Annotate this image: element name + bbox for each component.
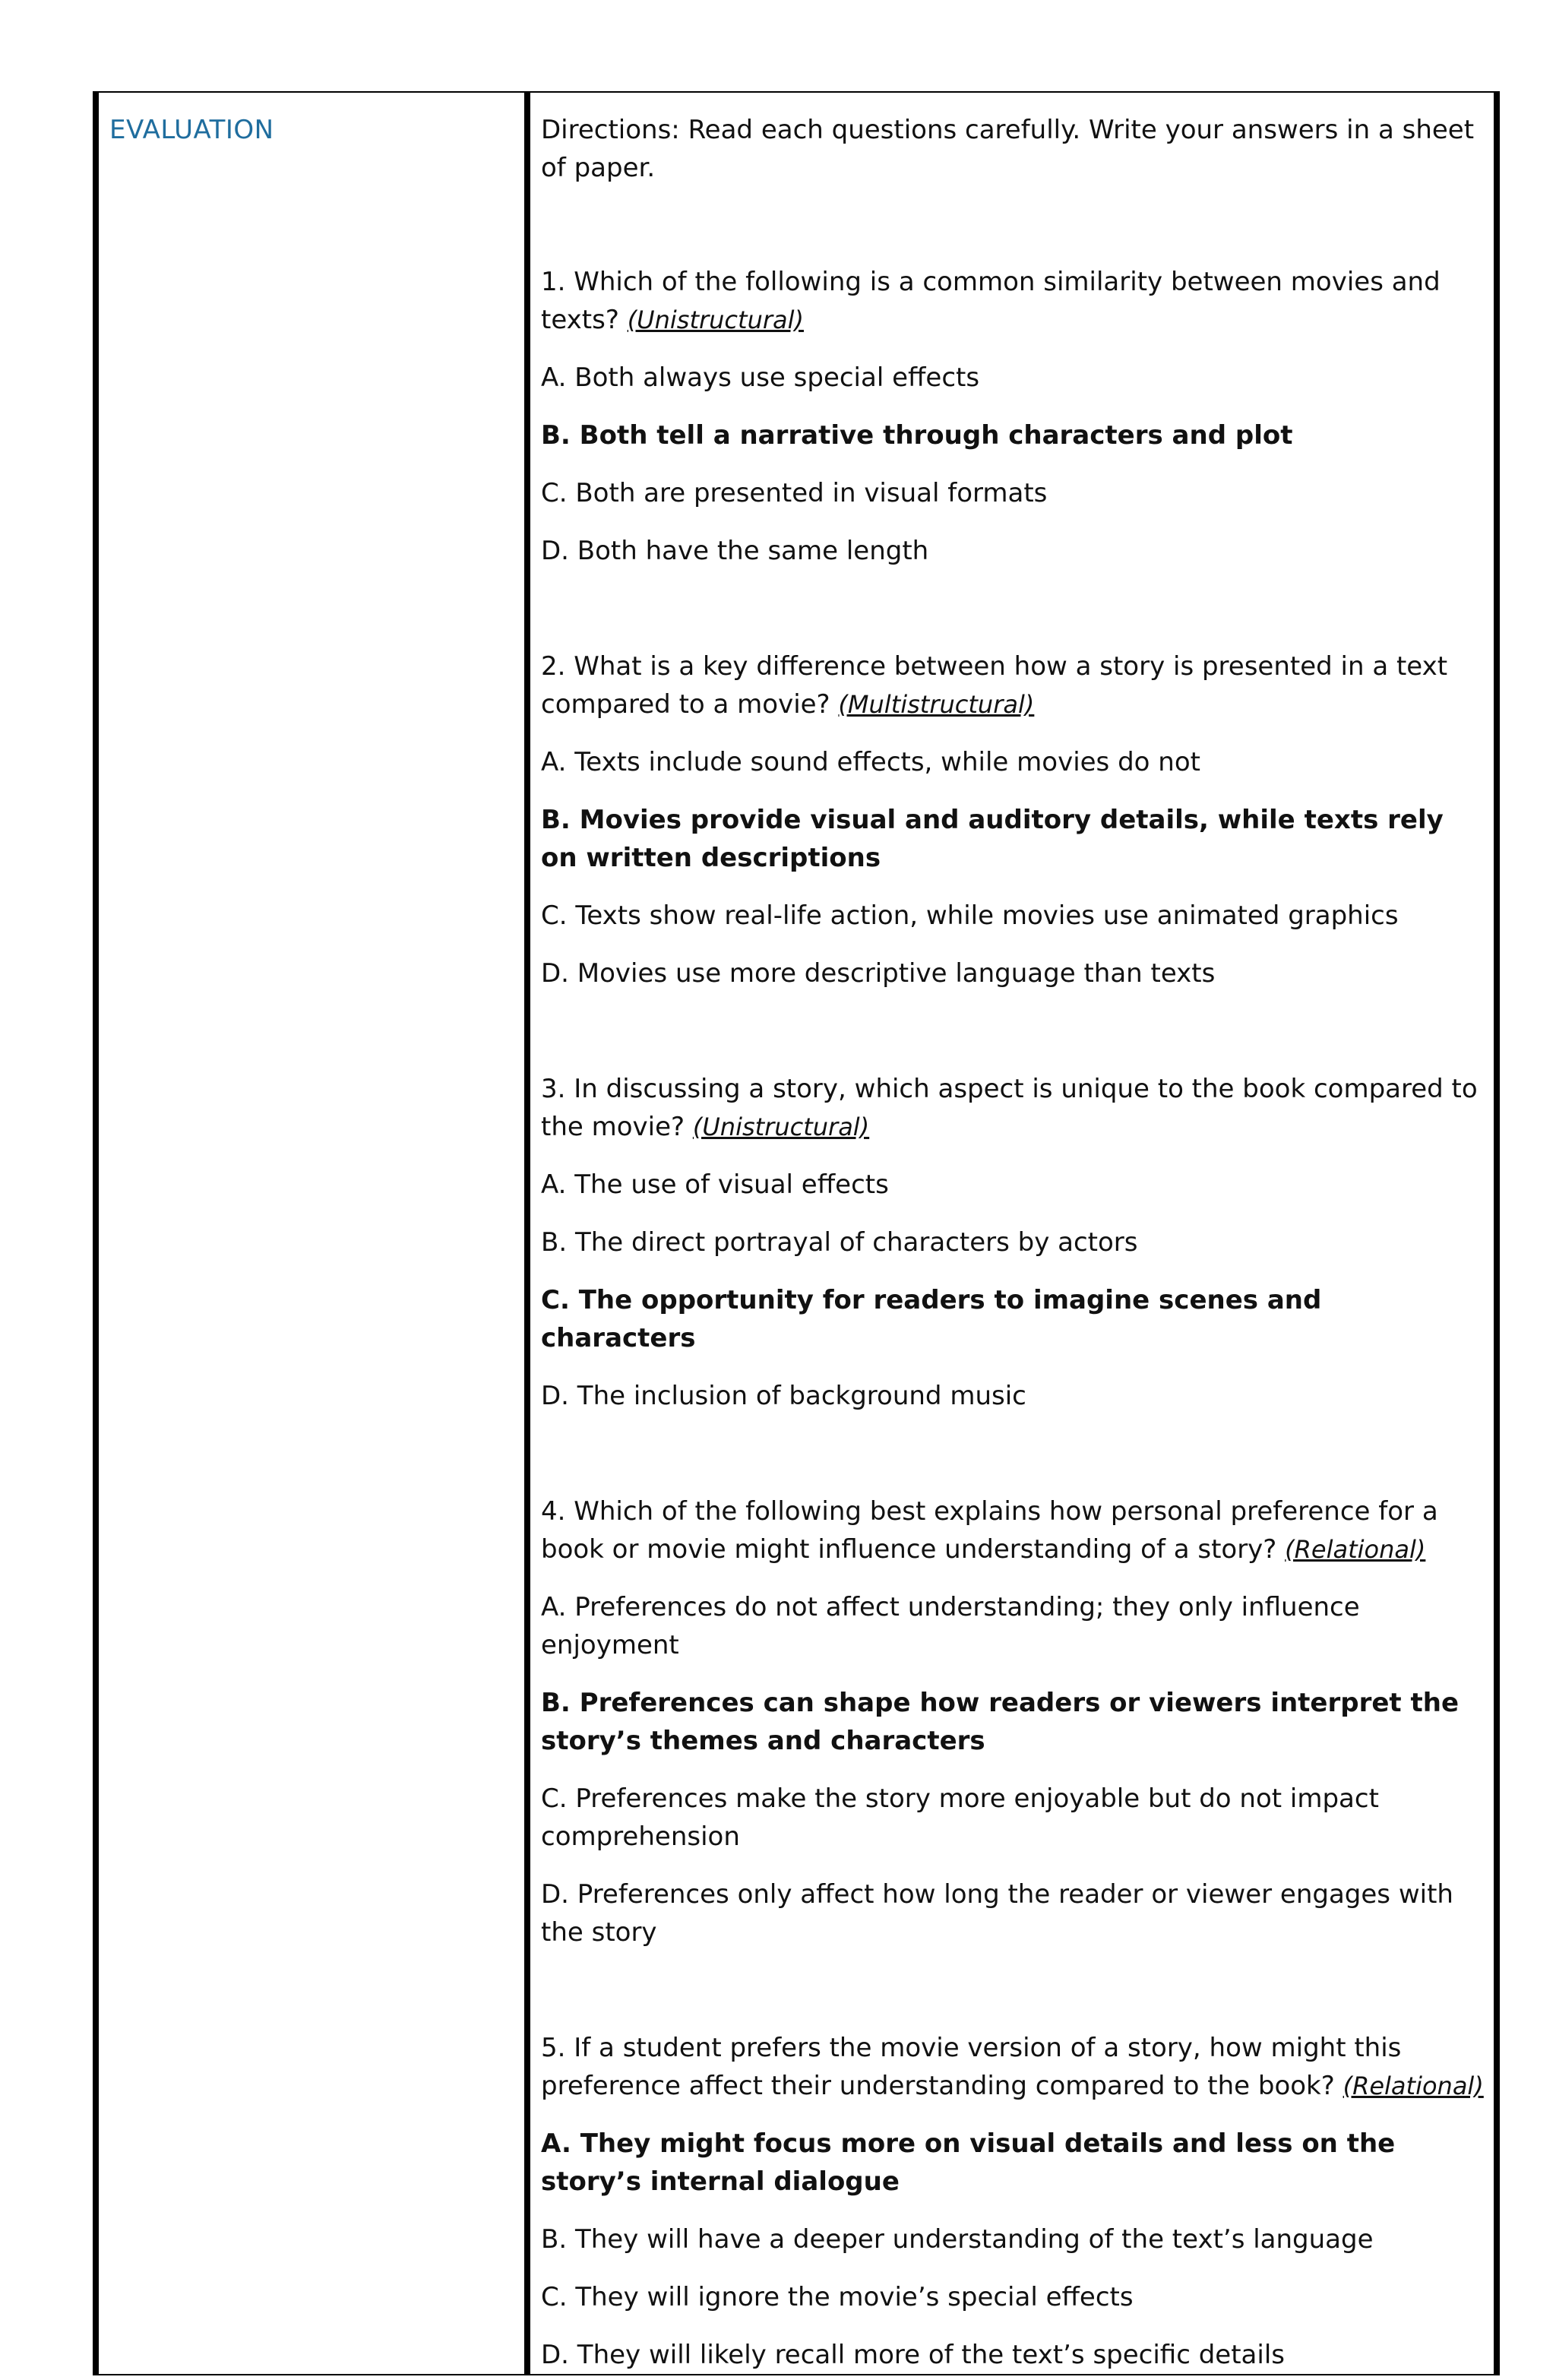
question-3 (541, 1070, 1494, 1415)
option-a-correct: A. They might focus more on visual details and less on the story’s internal dialogue (541, 2128, 1396, 2197)
question-level: (Multistructural) (838, 690, 1035, 719)
option-c: C. Preferences make the story more enjoyable but do not impact comprehension (541, 1783, 1379, 1852)
question-prompt: 2. What is a key difference between how a story is presented in a text compared to a movie? (541, 651, 1448, 720)
option-c: C. Both are presented in visual formats (541, 478, 1048, 508)
option-b-correct: B. Both tell a narrative through characters and plot (541, 420, 1293, 451)
directions-text: Directions: Read each questions carefully. Write your answers in a sheet of paper. (541, 115, 1475, 183)
question-1 (541, 263, 1494, 570)
question-text (541, 2029, 1494, 2105)
question-text (541, 1070, 1494, 1146)
option-a: A. Texts include sound effects, while movies do not (541, 747, 1200, 777)
option-c: C. They will ignore the movie’s special effects (541, 2282, 1134, 2312)
question-prompt: 3. In discussing a story, which aspect is unique to the book compared to the movie? (541, 1074, 1478, 1142)
option-d: D. Both have the same length (541, 536, 929, 566)
question-level: (Unistructural) (627, 305, 804, 334)
question-4 (541, 1492, 1494, 1951)
option-b-correct: B. Preferences can shape how readers or viewers interpret the story’s themes and characters (541, 1688, 1460, 1756)
option-b-correct: B. Movies provide visual and auditory details, while texts rely on written descriptions (541, 805, 1444, 873)
question-5 (541, 2029, 1494, 2374)
option-d: D. They will likely recall more of the text’s specific details (541, 2340, 1285, 2370)
question-prompt: 5. If a student prefers the movie version of a story, how might this preference affect their understanding compared to the book? (541, 2033, 1402, 2101)
option-d: D. Preferences only affect how long the reader or viewer engages with the story (541, 1879, 1453, 1948)
option-c: C. Texts show real-life action, while movies use animated graphics (541, 900, 1399, 931)
evaluation-row (96, 92, 1497, 2375)
question-text (541, 263, 1494, 339)
option-d: D. The inclusion of background music (541, 1381, 1026, 1411)
question-prompt: 4. Which of the following best explains how personal preference for a book or movie might influence understanding of a story? (541, 1496, 1438, 1565)
option-d: D. Movies use more descriptive language than texts (541, 958, 1216, 989)
option-a: A. Preferences do not affect understanding; they only influence enjoyment (541, 1592, 1360, 1660)
question-level: (Relational) (1285, 1535, 1426, 1564)
option-b: B. The direct portrayal of characters by actors (541, 1227, 1138, 1258)
section-label-cell (96, 92, 527, 2375)
question-text (541, 1492, 1494, 1568)
question-2 (541, 647, 1494, 992)
question-prompt: 1. Which of the following is a common similarity between movies and texts? (541, 267, 1441, 335)
question-level: (Unistructural) (692, 1112, 870, 1141)
option-a: A. The use of visual effects (541, 1169, 889, 1200)
evaluation-table (93, 91, 1500, 2375)
option-b: B. They will have a deeper understanding of the text’s language (541, 2224, 1374, 2255)
option-a: A. Both always use special effects (541, 362, 980, 393)
question-text (541, 647, 1494, 723)
section-label: EVALUATION (109, 115, 274, 145)
question-level: (Relational) (1343, 2071, 1484, 2100)
section-content-cell (527, 92, 1497, 2375)
option-c-correct: C. The opportunity for readers to imagine scenes and characters (541, 1285, 1322, 1353)
